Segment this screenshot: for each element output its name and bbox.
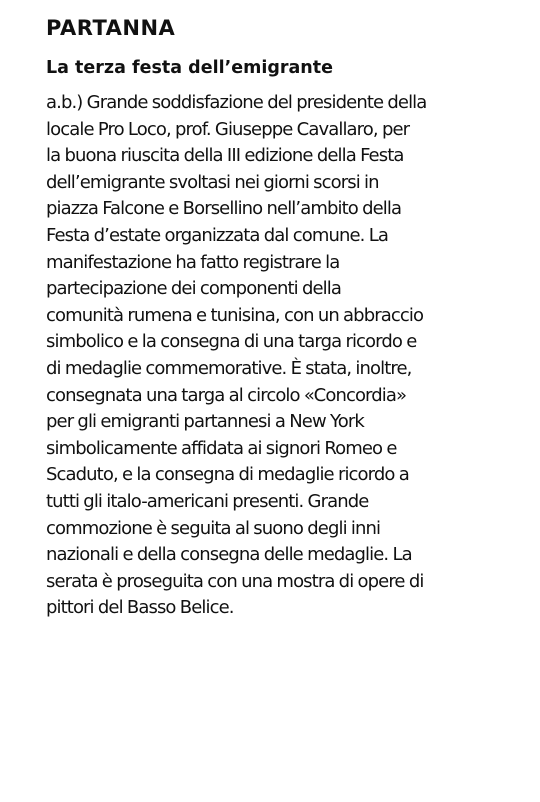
body-line: dell’emigrante svoltasi nei giorni scorsi in [46,171,379,193]
body-line: nazionali e della consegna delle medaglie. La [46,544,412,566]
body-line: commozione è seguita al suono degli inni [46,517,381,539]
body-line: pittori del Basso Belice. [46,597,234,619]
body-line: comunità rumena e tunisina, con un abbraccio [46,304,424,326]
body-line: per gli emigranti partannesi a New York [46,411,364,433]
body-line: manifestazione ha fatto registrare la [46,251,340,273]
article-headline: La terza festa dell’emigrante [46,58,333,78]
body-line: locale Pro Loco, prof. Giuseppe Cavallaro, per [46,118,410,140]
body-line: piazza Falcone e Borsellino nell’ambito della [46,198,402,220]
article-kicker: PARTANNA [46,16,176,40]
body-line: partecipazione dei componenti della [46,278,342,300]
body-line: consegnata una targa al circolo «Concordia» [46,384,407,406]
body-line: Festa d’estate organizzata dal comune. La [46,224,388,246]
body-line: di medaglie commemorative. È stata, inoltre, [46,357,412,379]
body-line: a.b.) Grande soddisfazione del presidente della [46,92,427,113]
body-line: simbolico e la consegna di una targa ricordo e [46,331,417,353]
article-body [46,90,531,622]
body-line: tutti gli italo-americani presenti. Grande [46,490,369,512]
body-line: la buona riuscita della III edizione della Festa [46,145,404,167]
body-line: serata è proseguita con una mostra di opere di [46,570,424,592]
body-line: Scaduto, e la consegna di medaglie ricordo a [46,464,409,486]
body-line: simbolicamente affidata ai signori Romeo e [46,437,397,459]
article [46,14,531,622]
